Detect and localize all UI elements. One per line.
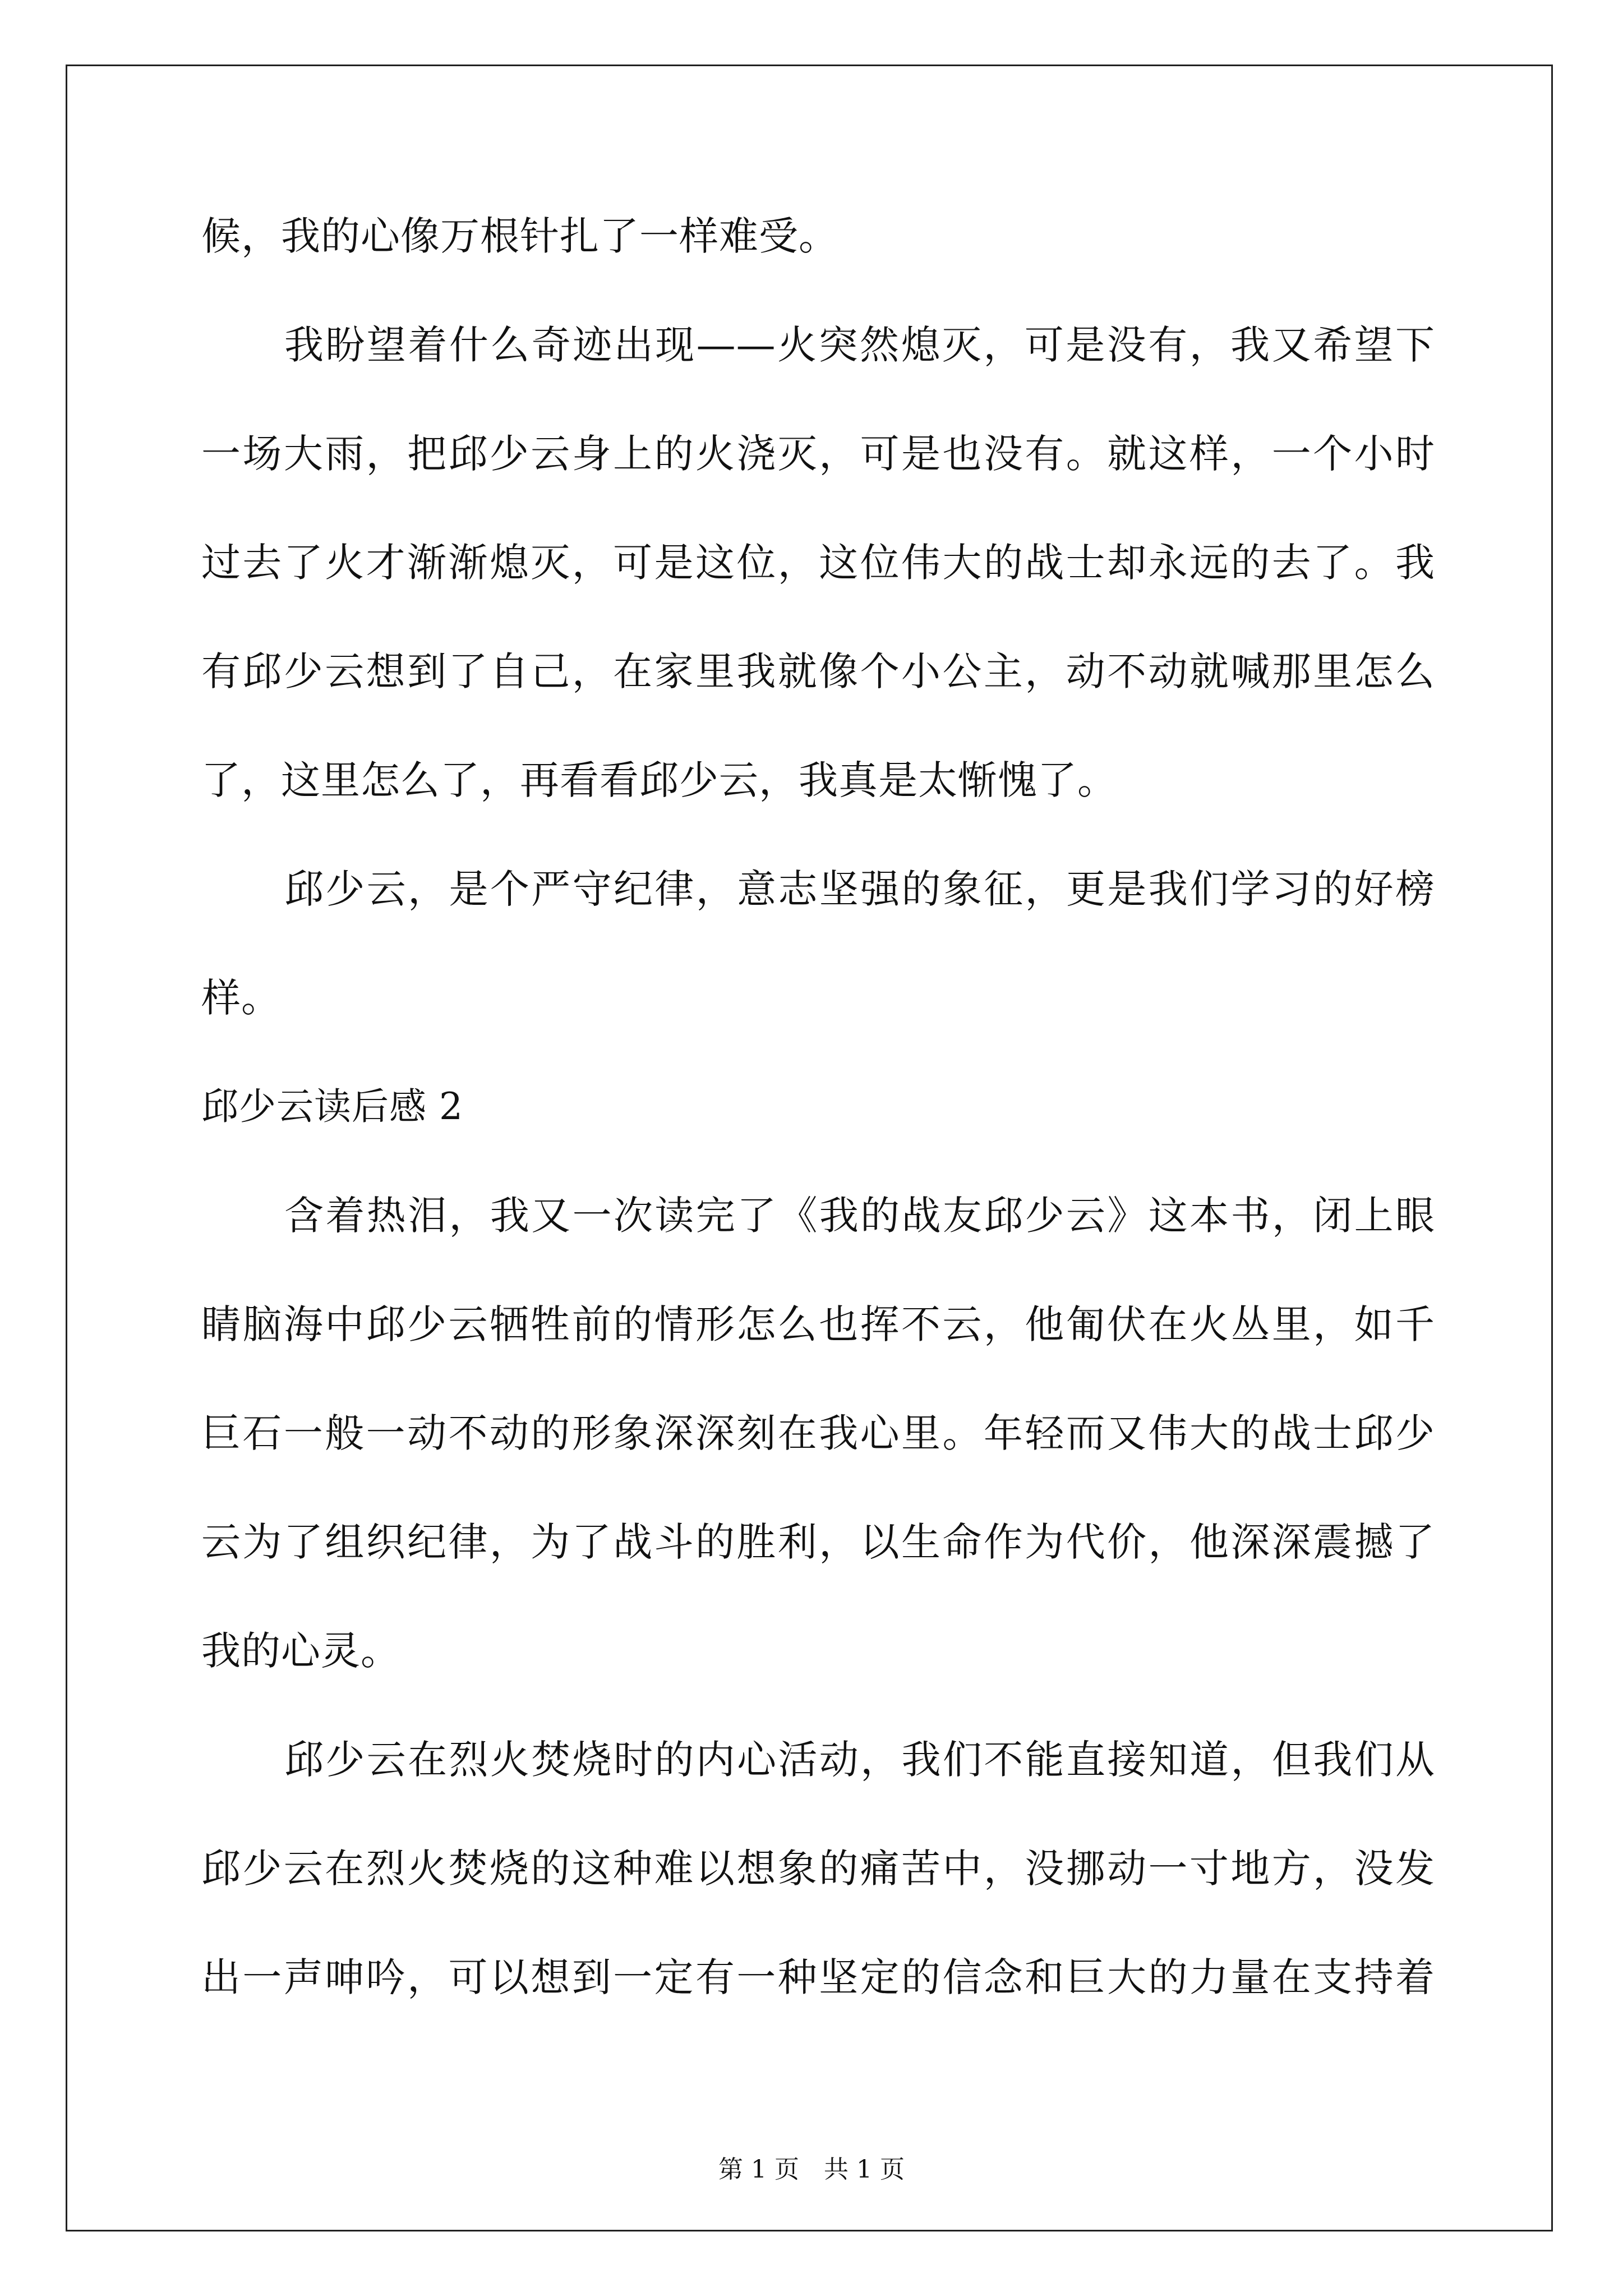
body-line: 邱少云在烈火焚烧时的内心活动，我们不能直接知道，但我们从 — [284, 1737, 1435, 1783]
section-heading: 邱少云读后感 2 — [201, 1085, 463, 1128]
body-line: 候，我的心像万根针扎了一样难受。 — [201, 213, 838, 259]
body-line: 巨石一般一动不动的形象深深刻在我心里。年轻而又伟大的战士邱少 — [201, 1410, 1435, 1456]
body-line: 邱少云在烈火焚烧的这种难以想象的痛苦中，没挪动一寸地方，没发 — [201, 1846, 1435, 1892]
body-line: 邱少云，是个严守纪律，意志坚强的象征，更是我们学习的好榜 — [284, 866, 1435, 912]
body-line: 有邱少云想到了自己，在家里我就像个小公主，动不动就喊那里怎么 — [201, 648, 1435, 694]
body-line: 含着热泪，我又一次读完了《我的战友邱少云》这本书，闭上眼 — [284, 1193, 1435, 1239]
body-line: 过去了火才渐渐熄灭，可是这位，这位伟大的战士却永远的去了。我 — [201, 540, 1435, 586]
document-body — [201, 208, 1435, 2058]
body-line: 一场大雨，把邱少云身上的火浇灭，可是也没有。就这样，一个小时 — [201, 431, 1435, 477]
body-line: 样。 — [201, 975, 281, 1021]
page-number: 第 1 页 共 1 页 — [718, 2155, 905, 2184]
body-line: 了，这里怎么了，再看看邱少云，我真是太惭愧了。 — [201, 757, 1117, 803]
body-line: 出一声呻吟，可以想到一定有一种坚定的信念和巨大的力量在支持着 — [201, 1954, 1435, 2000]
body-line: 睛脑海中邱少云牺牲前的情形怎么也挥不云，他匍伏在火丛里，如千 — [201, 1301, 1435, 1347]
body-line: 我盼望着什么奇迹出现——火突然熄灭，可是没有，我又希望下 — [284, 322, 1435, 368]
body-line: 云为了组织纪律，为了战斗的胜利，以生命作为代价，他深深震撼了 — [201, 1519, 1435, 1565]
body-line: 我的心灵。 — [201, 1628, 400, 1674]
